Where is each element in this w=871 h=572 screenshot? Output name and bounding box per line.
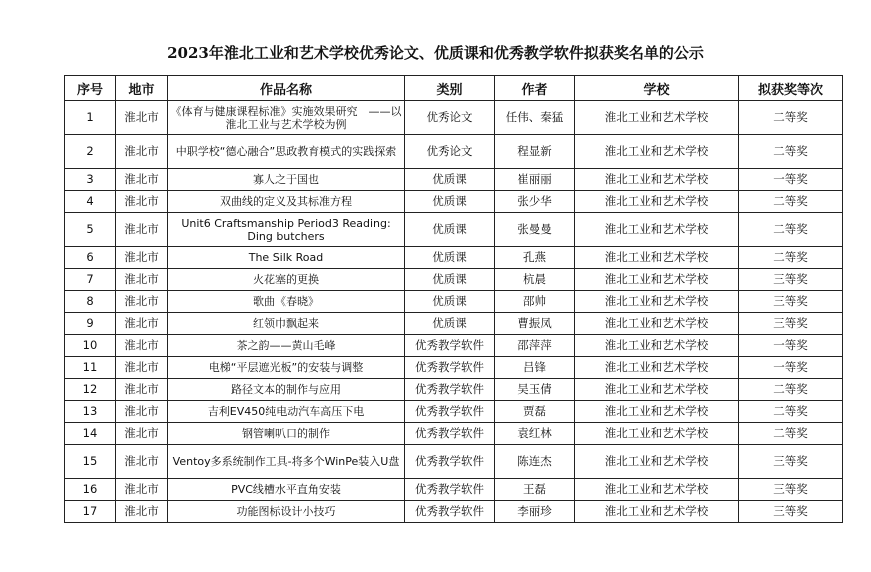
cell-award: 三等奖 <box>739 445 843 479</box>
cell-author: 崔丽丽 <box>495 169 575 191</box>
cell-index: 9 <box>65 313 116 335</box>
cell-author: 邵萍萍 <box>495 335 575 357</box>
cell-city: 淮北市 <box>116 169 168 191</box>
cell-index: 3 <box>65 169 116 191</box>
cell-category: 优秀教学软件 <box>405 423 495 445</box>
cell-city: 淮北市 <box>116 445 168 479</box>
cell-author: 邵帅 <box>495 291 575 313</box>
cell-city: 淮北市 <box>116 135 168 169</box>
cell-award: 三等奖 <box>739 269 843 291</box>
cell-work-title: 电梯“平层遮光板”的安装与调整 <box>168 357 405 379</box>
cell-school: 淮北工业和艺术学校 <box>575 247 739 269</box>
table-row <box>65 379 843 401</box>
cell-school: 淮北工业和艺术学校 <box>575 291 739 313</box>
cell-author: 程显新 <box>495 135 575 169</box>
cell-index: 14 <box>65 423 116 445</box>
cell-work-title: The Silk Road <box>168 247 405 269</box>
cell-award: 二等奖 <box>739 191 843 213</box>
cell-category: 优质课 <box>405 191 495 213</box>
cell-index: 13 <box>65 401 116 423</box>
cell-category: 优秀教学软件 <box>405 401 495 423</box>
cell-category: 优质课 <box>405 291 495 313</box>
header-work-title: 作品名称 <box>168 76 405 101</box>
cell-award: 二等奖 <box>739 247 843 269</box>
cell-school: 淮北工业和艺术学校 <box>575 501 739 523</box>
cell-author: 杭晨 <box>495 269 575 291</box>
cell-category: 优质课 <box>405 313 495 335</box>
cell-index: 12 <box>65 379 116 401</box>
cell-school: 淮北工业和艺术学校 <box>575 379 739 401</box>
table-row <box>65 101 843 135</box>
cell-work-title: 功能图标设计小技巧 <box>168 501 405 523</box>
cell-work-title: Unit6 Craftsmanship Period3 Reading: Ding butchers <box>168 213 405 247</box>
table-row <box>65 501 843 523</box>
cell-award: 二等奖 <box>739 135 843 169</box>
cell-city: 淮北市 <box>116 313 168 335</box>
cell-school: 淮北工业和艺术学校 <box>575 445 739 479</box>
table-row <box>65 401 843 423</box>
table-row <box>65 247 843 269</box>
cell-author: 吴玉倩 <box>495 379 575 401</box>
cell-city: 淮北市 <box>116 213 168 247</box>
cell-school: 淮北工业和艺术学校 <box>575 269 739 291</box>
cell-school: 淮北工业和艺术学校 <box>575 169 739 191</box>
cell-work-title: 红领巾飘起来 <box>168 313 405 335</box>
cell-city: 淮北市 <box>116 247 168 269</box>
cell-category: 优秀教学软件 <box>405 379 495 401</box>
table-row <box>65 135 843 169</box>
document-title: 2023年淮北工业和艺术学校优秀论文、优质课和优秀教学软件拟获奖名单的公示 <box>167 44 704 62</box>
cell-category: 优秀教学软件 <box>405 335 495 357</box>
header-school: 学校 <box>575 76 739 101</box>
cell-work-title: 路径文本的制作与应用 <box>168 379 405 401</box>
cell-work-title: 《体育与健康课程标准》实施效果研究 ——以淮北工业与艺术学校为例 <box>168 101 405 135</box>
cell-city: 淮北市 <box>116 423 168 445</box>
cell-work-title: Ventoy多系统制作工具-将多个WinPe装入U盘 <box>168 445 405 479</box>
cell-city: 淮北市 <box>116 269 168 291</box>
header-index: 序号 <box>65 76 116 101</box>
cell-author: 张曼曼 <box>495 213 575 247</box>
cell-author: 袁红林 <box>495 423 575 445</box>
cell-school: 淮北工业和艺术学校 <box>575 101 739 135</box>
cell-city: 淮北市 <box>116 291 168 313</box>
cell-work-title: 歌曲《春晓》 <box>168 291 405 313</box>
cell-award: 二等奖 <box>739 379 843 401</box>
table-row <box>65 357 843 379</box>
cell-category: 优质课 <box>405 213 495 247</box>
cell-index: 7 <box>65 269 116 291</box>
cell-award: 一等奖 <box>739 169 843 191</box>
cell-award: 三等奖 <box>739 479 843 501</box>
table-row <box>65 213 843 247</box>
cell-city: 淮北市 <box>116 401 168 423</box>
cell-author: 王磊 <box>495 479 575 501</box>
cell-award: 三等奖 <box>739 313 843 335</box>
cell-award: 二等奖 <box>739 401 843 423</box>
cell-award: 二等奖 <box>739 213 843 247</box>
cell-school: 淮北工业和艺术学校 <box>575 313 739 335</box>
cell-index: 6 <box>65 247 116 269</box>
cell-school: 淮北工业和艺术学校 <box>575 335 739 357</box>
header-author: 作者 <box>495 76 575 101</box>
cell-category: 优秀教学软件 <box>405 479 495 501</box>
table-row <box>65 269 843 291</box>
cell-school: 淮北工业和艺术学校 <box>575 479 739 501</box>
cell-city: 淮北市 <box>116 357 168 379</box>
cell-city: 淮北市 <box>116 501 168 523</box>
table-row <box>65 313 843 335</box>
cell-author: 任伟、秦猛 <box>495 101 575 135</box>
cell-author: 张少华 <box>495 191 575 213</box>
cell-index: 15 <box>65 445 116 479</box>
cell-award: 一等奖 <box>739 357 843 379</box>
table-row <box>65 445 843 479</box>
cell-work-title: 火花塞的更换 <box>168 269 405 291</box>
cell-category: 优秀教学软件 <box>405 445 495 479</box>
cell-work-title: 双曲线的定义及其标准方程 <box>168 191 405 213</box>
cell-index: 5 <box>65 213 116 247</box>
cell-index: 17 <box>65 501 116 523</box>
cell-index: 1 <box>65 101 116 135</box>
cell-school: 淮北工业和艺术学校 <box>575 401 739 423</box>
cell-author: 贾磊 <box>495 401 575 423</box>
table-row <box>65 479 843 501</box>
cell-award: 三等奖 <box>739 291 843 313</box>
table-row <box>65 291 843 313</box>
cell-category: 优秀论文 <box>405 101 495 135</box>
cell-index: 2 <box>65 135 116 169</box>
cell-category: 优秀教学软件 <box>405 357 495 379</box>
cell-city: 淮北市 <box>116 191 168 213</box>
table-row <box>65 169 843 191</box>
cell-category: 优秀论文 <box>405 135 495 169</box>
cell-author: 孔燕 <box>495 247 575 269</box>
cell-school: 淮北工业和艺术学校 <box>575 423 739 445</box>
cell-city: 淮北市 <box>116 379 168 401</box>
cell-award: 二等奖 <box>739 423 843 445</box>
cell-author: 曹振凤 <box>495 313 575 335</box>
award-table <box>64 75 843 523</box>
cell-work-title: 吉利EV450纯电动汽车高压下电 <box>168 401 405 423</box>
cell-city: 淮北市 <box>116 101 168 135</box>
cell-city: 淮北市 <box>116 479 168 501</box>
cell-index: 11 <box>65 357 116 379</box>
cell-index: 16 <box>65 479 116 501</box>
header-city: 地市 <box>116 76 168 101</box>
cell-category: 优质课 <box>405 269 495 291</box>
cell-school: 淮北工业和艺术学校 <box>575 213 739 247</box>
cell-award: 二等奖 <box>739 101 843 135</box>
cell-category: 优秀教学软件 <box>405 501 495 523</box>
cell-index: 8 <box>65 291 116 313</box>
header-award: 拟获奖等次 <box>739 76 843 101</box>
cell-award: 一等奖 <box>739 335 843 357</box>
table-row <box>65 423 843 445</box>
cell-index: 10 <box>65 335 116 357</box>
cell-school: 淮北工业和艺术学校 <box>575 357 739 379</box>
cell-author: 李丽珍 <box>495 501 575 523</box>
table-header-row <box>65 76 843 101</box>
cell-work-title: 钢管喇叭口的制作 <box>168 423 405 445</box>
cell-author: 陈连杰 <box>495 445 575 479</box>
header-category: 类别 <box>405 76 495 101</box>
cell-category: 优质课 <box>405 247 495 269</box>
table-row <box>65 191 843 213</box>
cell-city: 淮北市 <box>116 335 168 357</box>
cell-work-title: 茶之韵——黄山毛峰 <box>168 335 405 357</box>
cell-author: 吕锋 <box>495 357 575 379</box>
cell-award: 三等奖 <box>739 501 843 523</box>
table-row <box>65 335 843 357</box>
cell-work-title: 中职学校“德心融合”思政教育模式的实践探索 <box>168 135 405 169</box>
cell-school: 淮北工业和艺术学校 <box>575 135 739 169</box>
cell-work-title: PVC线槽水平直角安装 <box>168 479 405 501</box>
cell-index: 4 <box>65 191 116 213</box>
cell-category: 优质课 <box>405 169 495 191</box>
cell-school: 淮北工业和艺术学校 <box>575 191 739 213</box>
cell-work-title: 寡人之于国也 <box>168 169 405 191</box>
